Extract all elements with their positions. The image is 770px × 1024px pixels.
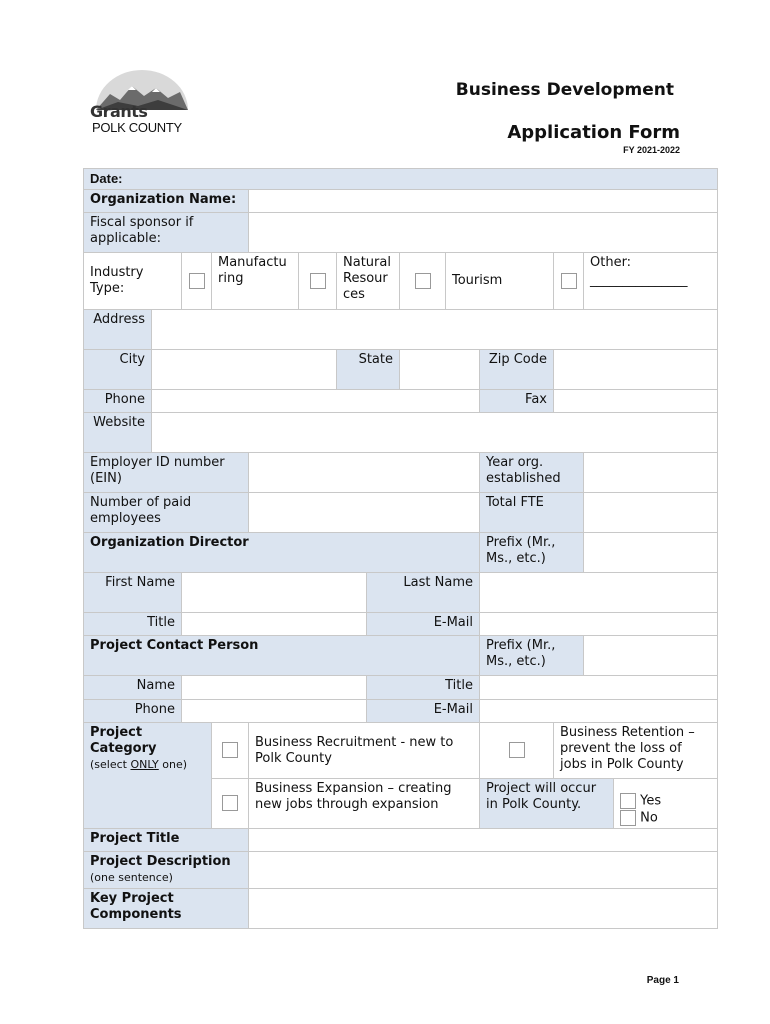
contact-email-input[interactable] [480,700,718,723]
natural-resources-checkbox-cell[interactable] [299,253,337,310]
page-number: Page 1 [646,975,679,986]
contact-title-label: Title [367,676,480,700]
paid-employees-input[interactable] [249,493,480,533]
retention-checkbox-cell[interactable] [480,723,554,779]
last-name-label: Last Name [367,573,480,613]
date-label: Date: [90,171,123,186]
director-email-input[interactable] [480,613,718,636]
yes-checkbox[interactable] [620,793,636,809]
project-description-input[interactable] [249,852,718,889]
zip-code-label: Zip Code [480,350,554,390]
no-label: No [640,810,658,825]
contact-title-input[interactable] [480,676,718,700]
other-field[interactable] [584,253,718,310]
city-label: City [84,350,152,390]
other-label: Other: [590,255,632,270]
year-established-label: Year org. established [480,453,584,493]
contact-prefix-input[interactable] [584,636,718,676]
ein-input[interactable] [249,453,480,493]
phone-label: Phone [84,390,152,413]
last-name-input[interactable] [480,573,718,613]
director-prefix-label: Prefix (Mr., Ms., etc.) [480,533,584,573]
application-form-table [83,168,718,929]
director-title-input[interactable] [182,613,367,636]
contact-name-input[interactable] [182,676,367,700]
no-checkbox[interactable] [620,810,636,826]
address-input[interactable] [152,310,718,350]
other-blank-line: _______________ [590,273,688,288]
manufacturing-checkbox[interactable] [189,273,205,289]
first-name-label: First Name [84,573,182,613]
fiscal-year-label: FY 2021-2022 [623,145,680,155]
polk-county-logo [88,68,192,138]
state-label: State [337,350,400,390]
natural-resources-label: Natural Resources [337,253,400,310]
director-email-label: E-Mail [367,613,480,636]
yes-option[interactable] [620,793,711,810]
fax-input[interactable] [554,390,718,413]
date-field[interactable] [84,169,718,190]
contact-name-label: Name [84,676,182,700]
one-sentence-note: (one sentence) [90,871,173,884]
fiscal-sponsor-label: Fiscal sponsor if applicable: [84,213,249,253]
recruitment-checkbox[interactable] [222,742,238,758]
contact-phone-label: Phone [84,700,182,723]
logo-grants-text: Grants [90,102,148,121]
zip-code-input[interactable] [554,350,718,390]
yes-no-cell[interactable] [614,779,718,829]
total-fte-input[interactable] [584,493,718,533]
project-category-label: Project Category [90,725,157,756]
address-label: Address [84,310,152,350]
occur-in-polk-label: Project will occur in Polk County. [480,779,614,829]
manufacturing-checkbox-cell[interactable] [182,253,212,310]
expansion-checkbox[interactable] [222,795,238,811]
year-established-input[interactable] [584,453,718,493]
no-option[interactable] [620,810,711,827]
project-title-input[interactable] [249,829,718,852]
other-checkbox[interactable] [561,273,577,289]
fax-label: Fax [480,390,554,413]
ein-label: Employer ID number (EIN) [84,453,249,493]
fiscal-sponsor-input[interactable] [249,213,718,253]
project-category-cell [84,723,212,829]
tourism-label: Tourism [446,253,554,310]
org-name-label: Organization Name: [84,190,249,213]
contact-prefix-label: Prefix (Mr., Ms., etc.) [480,636,584,676]
phone-input[interactable] [152,390,480,413]
tourism-checkbox[interactable] [415,273,431,289]
website-label: Website [84,413,152,453]
natural-resources-checkbox[interactable] [310,273,326,289]
contact-email-label: E-Mail [367,700,480,723]
yes-label: Yes [640,793,662,809]
org-name-input[interactable] [249,190,718,213]
director-prefix-input[interactable] [584,533,718,573]
city-input[interactable] [152,350,337,390]
recruitment-checkbox-cell[interactable] [212,723,249,779]
key-components-label: Key Project Components [84,889,249,929]
form-title-line2: Application Form [507,122,680,143]
website-input[interactable] [152,413,718,453]
retention-checkbox[interactable] [509,742,525,758]
select-one-note: (select ONLY one) [90,758,188,771]
key-components-input[interactable] [249,889,718,929]
project-description-label: Project Description [90,854,231,869]
recruitment-label: Business Recruitment - new to Polk County [249,723,480,779]
expansion-label: Business Expansion – creating new jobs through expansion [249,779,480,829]
contact-phone-input[interactable] [182,700,367,723]
industry-type-label: Industry Type: [84,253,182,310]
other-checkbox-cell[interactable] [554,253,584,310]
total-fte-label: Total FTE [480,493,584,533]
paid-employees-label: Number of paid employees [84,493,249,533]
tourism-checkbox-cell[interactable] [400,253,446,310]
director-title-label: Title [84,613,182,636]
retention-label: Business Retention – prevent the loss of jobs in Polk County [554,723,718,779]
logo-county-text: POLK COUNTY [92,120,182,135]
first-name-input[interactable] [182,573,367,613]
expansion-checkbox-cell[interactable] [212,779,249,829]
project-title-label: Project Title [84,829,249,852]
org-director-heading: Organization Director [84,533,480,573]
contact-person-heading: Project Contact Person [84,636,480,676]
project-description-cell [84,852,249,889]
state-input[interactable] [400,350,480,390]
form-title-line1: Business Development [455,80,674,100]
manufacturing-label: Manufacturing [212,253,299,310]
